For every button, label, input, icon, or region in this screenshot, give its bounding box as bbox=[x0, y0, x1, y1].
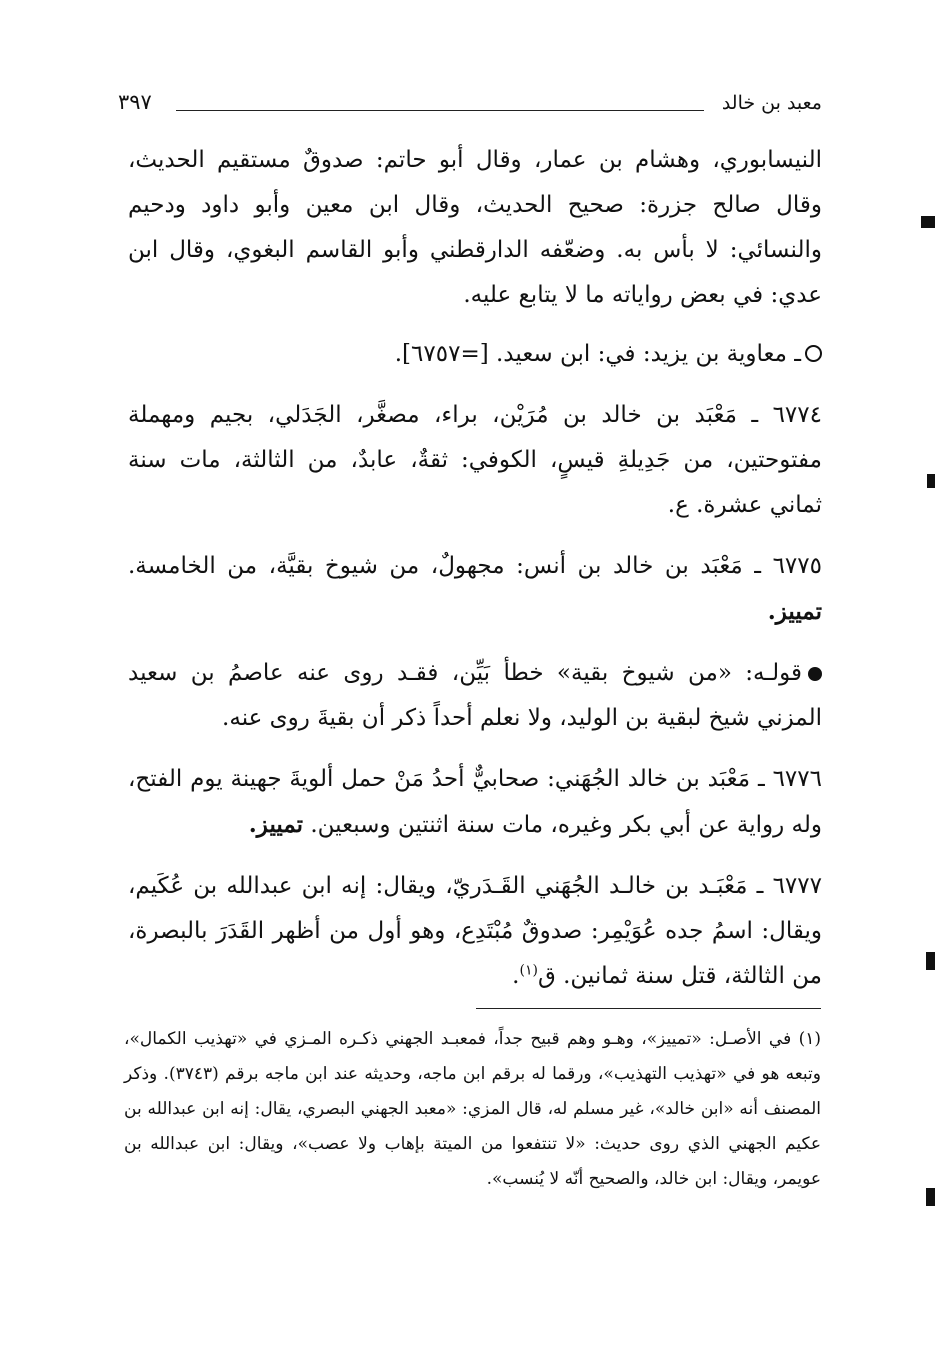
footnote-reference: (١) bbox=[519, 962, 538, 979]
entry-6774: ٦٧٧٤ ـ مَعْبَد بن خالد بن مُرَيْن، براء، مصغَّر، الجَدَلي، بجيم ومهملة مفتوحتين، من جَدِيلةِ قيسٍ، الكوفي: ثقةٌ، عابدٌ، من الثالثة، مات سنة ثماني عشرة. ع. bbox=[128, 402, 822, 518]
entry-6776 bbox=[128, 757, 822, 848]
entry-6775-text: ٦٧٧٥ ـ مَعْبَد بن خالد بن أنس: مجهولٌ، من شيوخ بقيَّة، من الخامسة. bbox=[128, 553, 822, 579]
main-text bbox=[128, 138, 822, 999]
edge-ink-mark bbox=[926, 1188, 935, 1206]
entry-6775 bbox=[128, 544, 822, 635]
page-number: ٣٩٧ bbox=[118, 90, 152, 114]
entry-6777-text: ٦٧٧٧ ـ مَعْبَـد بن خالـد الجُهَني القَـدَريّ، ويقال: إنه ابن عبدالله بن عُكَيم، ويقال: اسمُ جده عُوَيْمِر: صدوقٌ مُبْتَدِع، وهو أول من أظهر القَدَرَ بالبصرة، من الثالثة، قتل سنة ثمانين. ق bbox=[128, 873, 822, 989]
running-head: معبد بن خالد bbox=[721, 92, 822, 114]
entry-6777 bbox=[128, 864, 822, 999]
edge-ink-mark bbox=[926, 952, 935, 970]
page-header bbox=[118, 88, 822, 124]
footnote-rule bbox=[476, 1008, 821, 1009]
edge-ink-mark bbox=[921, 216, 935, 228]
edge-ink-mark bbox=[927, 474, 935, 488]
paragraph-continuation: النيسابوري، وهشام بن عمار، وقال أبو حاتم: صدوقٌ مستقيم الحديث، وقال صالح جزرة: صحيح الحديث، وقال ابن معين وأبو داود ودحيم والنسائي: لا بأس به. وضعّفه الدارقطني وأبو القاسم البغوي، وقال ابن عدي: في بعض رواياته ما لا يتابع عليه. bbox=[128, 147, 822, 308]
cross-reference-text: ـ معاوية بن يزيد: في: ابن سعيد. [=٦٧٥٧]. bbox=[394, 341, 801, 367]
circle-marker-icon bbox=[805, 345, 822, 362]
header-rule bbox=[176, 110, 704, 111]
bullet-dot-icon bbox=[808, 667, 822, 681]
entry-6776-tag: تمييز. bbox=[248, 811, 304, 838]
editor-comment-text: قولـه: «من شيوخ بقية» خطأ بَيِّن، فقـد روى عنه عاصمُ بن سعيد المزني شيخ لبقية بن الوليد، ولا نعلم أحداً ذكر أن بقيةَ روى عنه. bbox=[128, 660, 822, 731]
entry-6776-text: ٦٧٧٦ ـ مَعْبَد بن خالد الجُهَني: صحابيٌّ أحدُ مَنْ حمل ألويةَ جهينة يوم الفتح، وله رواية عن أبي بكر وغيره، مات سنة اثنتين وسبعين. bbox=[128, 766, 822, 838]
editor-comment bbox=[128, 651, 822, 741]
footnote: (١) في الأصـل: «تمييز»، وهـو وهم قبيح جداً، فمعبـد الجهني ذكـره المـزي في «تهذيب الكمال»، وتبعه هو في «تهذيب التهذيب»، ورقما له برقم ابن ماجه، وحديثه عند ابن ماجه برقم (٣٧٤٣). وذكر المصنف أنه «ابن خالد»، غير مسلم له، قال المزي: «معبد الجهني البصري، يقال: إنه ابن عبدالله بن عكيم الجهني الذي روى حديث: «لا تنتفعوا من الميتة بإهاب ولا عصب»، ويقال: ابن عبدالله بن عويمر، ويقال: ابن خالد، والصحيح أنّه لا يُنسب». bbox=[124, 1029, 821, 1189]
entry-6777-end: . bbox=[512, 963, 520, 989]
cross-reference-entry bbox=[128, 332, 822, 377]
entry-6775-tag: تمييز. bbox=[767, 598, 822, 625]
